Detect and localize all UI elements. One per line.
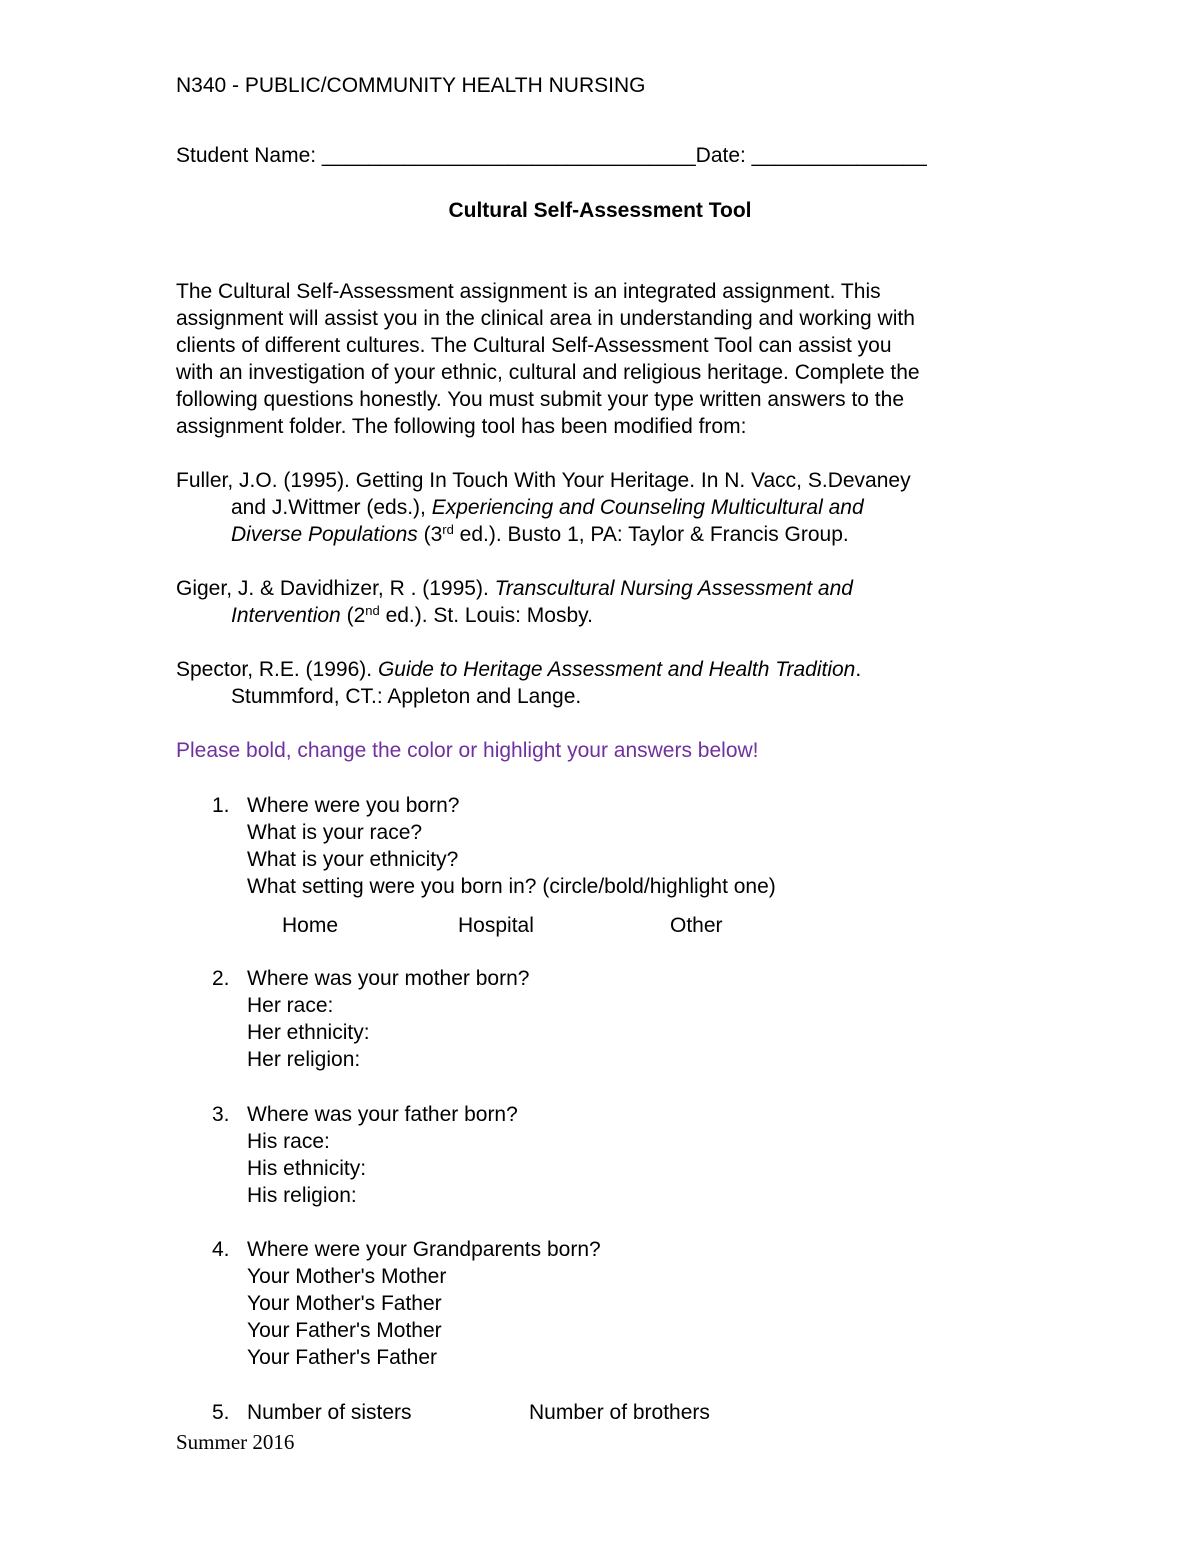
question-number: 3. [212, 1103, 230, 1126]
question-line: Your Father's Mother [247, 1319, 442, 1342]
question-line: Where was your father born? [247, 1103, 518, 1126]
intro-line: The Cultural Self-Assessment assignment is an integrated assignment. This [176, 280, 881, 303]
question-line: His religion: [247, 1184, 357, 1207]
answer-instruction: Please bold, change the color or highlight your answers below! [176, 739, 759, 762]
question-line: What is your race? [247, 821, 423, 844]
question-line: What is your ethnicity? [247, 848, 459, 871]
page-footer: Summer 2016 [176, 1430, 295, 1454]
question-line: Your Mother's Mother [247, 1265, 447, 1288]
reference-text: . [855, 658, 862, 681]
reference-line [176, 602, 1036, 629]
birth-setting-option-home: Home [282, 914, 339, 937]
question-line: Her ethnicity: [247, 1021, 370, 1044]
question-line: Number of brothers [529, 1401, 710, 1424]
intro-line: assignment folder. The following tool has been modified from: [176, 415, 747, 438]
intro-line: with an investigation of your ethnic, cultural and religious heritage. Complete the [176, 361, 920, 384]
question-line: Where were you born? [247, 794, 460, 817]
reference-text: (3 [417, 523, 443, 546]
reference-giger [176, 575, 1036, 629]
reference-text: Stummford, CT.: Appleton and Lange. [231, 685, 582, 708]
intro-line: clients of different cultures. The Cultural Self-Assessment Tool can assist you [176, 334, 892, 357]
question-line: Number of sisters [247, 1401, 412, 1424]
question-line: His ethnicity: [247, 1157, 367, 1180]
reference-text: (2 [340, 604, 366, 627]
question-line: What setting were you born in? (circle/bold/highlight one) [247, 875, 776, 898]
reference-text: and J.Wittmer (eds.), [231, 496, 432, 519]
reference-line [176, 521, 1036, 548]
question-line: His race: [247, 1130, 330, 1153]
reference-text: Giger, J. & Davidhizer, R . (1995). [176, 577, 495, 600]
birth-setting-option-other: Other [670, 914, 723, 937]
reference-superscript: nd [365, 603, 380, 618]
reference-book-title: Experiencing and Counseling Multicultural and [431, 496, 864, 519]
question-line: Her race: [247, 994, 334, 1017]
reference-text: ed.). St. Louis: Mosby. [379, 604, 593, 627]
reference-spector [176, 656, 1036, 710]
question-line: Your Father's Father [247, 1346, 437, 1369]
reference-text: ed.). Busto 1, PA: Taylor & Francis Group. [453, 523, 849, 546]
question-number: 5. [212, 1401, 230, 1424]
birth-setting-option-hospital: Hospital [458, 914, 534, 937]
reference-superscript: rd [442, 522, 454, 537]
question-line: Your Mother's Father [247, 1292, 442, 1315]
question-number: 1. [212, 794, 230, 817]
course-title: N340 - PUBLIC/COMMUNITY HEALTH NURSING [176, 74, 646, 97]
reference-text: Spector, R.E. (1996). [176, 658, 378, 681]
reference-line [176, 494, 1036, 521]
reference-book-title: Guide to Heritage Assessment and Health Tradition [377, 658, 856, 681]
reference-fuller [176, 467, 1036, 548]
question-line: Her religion: [247, 1048, 361, 1071]
intro-paragraph [176, 278, 1036, 440]
question-line: Where were your Grandparents born? [247, 1238, 601, 1261]
reference-line [176, 656, 1036, 683]
question-number: 4. [212, 1238, 230, 1261]
document-title: Cultural Self-Assessment Tool [448, 199, 752, 222]
question-number: 2. [212, 967, 230, 990]
reference-book-title: Diverse Populations [231, 523, 418, 546]
student-name-date-line: Student Name: ________________________________Date: _______________ [176, 144, 927, 167]
intro-line: assignment will assist you in the clinical area in understanding and working with [176, 307, 915, 330]
reference-line [176, 575, 1036, 602]
reference-book-title: Intervention [231, 604, 341, 627]
reference-text: Fuller, J.O. (1995). Getting In Touch With Your Heritage. In N. Vacc, S.Devaney [176, 469, 911, 492]
reference-book-title: Transcultural Nursing Assessment and [494, 577, 853, 600]
intro-line: following questions honestly. You must submit your type written answers to the [176, 388, 904, 411]
question-line: Where was your mother born? [247, 967, 530, 990]
